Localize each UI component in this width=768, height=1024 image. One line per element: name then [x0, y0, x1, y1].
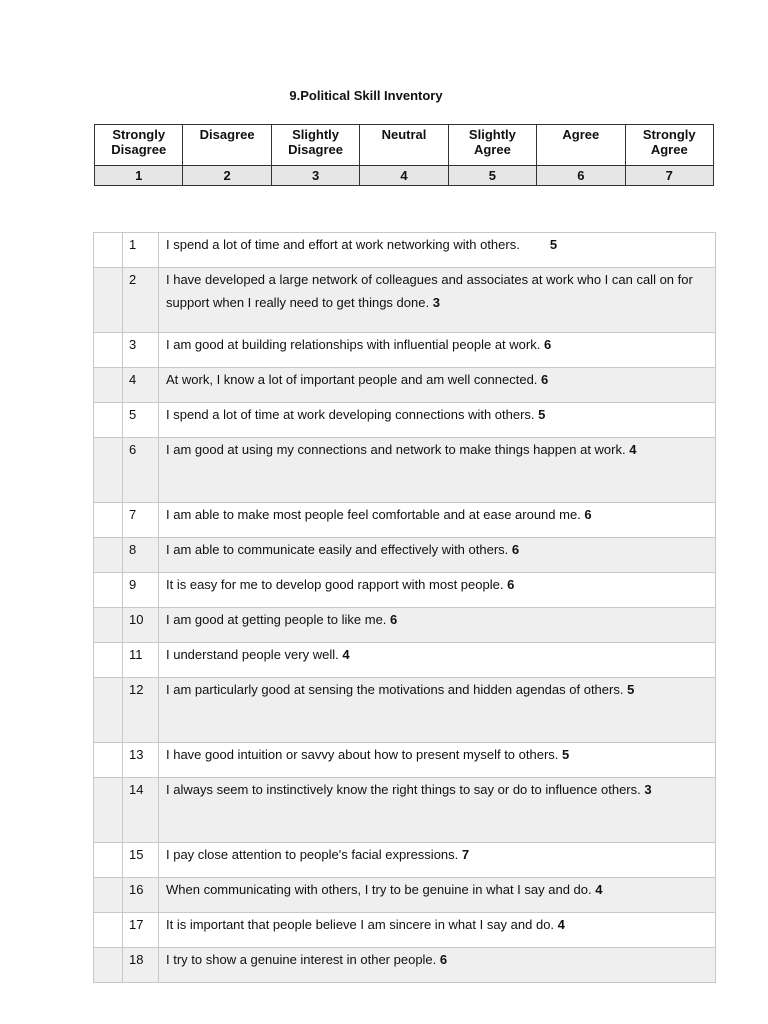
table-row — [94, 233, 716, 268]
item-statement: I spend a lot of time and effort at work networking with others. — [166, 237, 520, 252]
row-blank-cell — [94, 403, 123, 438]
scale-label: Neutral — [360, 125, 448, 166]
table-row — [94, 643, 716, 678]
item-statement: I understand people very well. — [166, 647, 339, 662]
item-statement: I try to show a genuine interest in other people. — [166, 952, 437, 967]
scale-value: 6 — [537, 166, 625, 186]
item-answer: 4 — [557, 917, 565, 932]
item-number: 18 — [123, 948, 159, 983]
table-row — [94, 268, 716, 333]
scale-label: Slightly Agree — [448, 125, 536, 166]
row-blank-cell — [94, 913, 123, 948]
table-row — [94, 678, 716, 743]
item-statement-cell — [159, 368, 716, 403]
item-statement-cell — [159, 503, 716, 538]
table-row — [94, 333, 716, 368]
item-statement-cell — [159, 608, 716, 643]
item-number: 14 — [123, 778, 159, 843]
row-blank-cell — [94, 503, 123, 538]
scale-value: 4 — [360, 166, 448, 186]
item-statement-cell — [159, 743, 716, 778]
item-statement-cell — [159, 913, 716, 948]
row-blank-cell — [94, 778, 123, 843]
row-blank-cell — [94, 678, 123, 743]
item-answer: 5 — [562, 747, 570, 762]
item-statement-cell — [159, 403, 716, 438]
table-row — [94, 403, 716, 438]
scale-value: 3 — [271, 166, 359, 186]
row-blank-cell — [94, 743, 123, 778]
item-statement: I am good at using my connections and network to make things happen at work. — [166, 442, 626, 457]
item-number: 1 — [123, 233, 159, 268]
item-answer: 6 — [543, 337, 552, 352]
row-blank-cell — [94, 643, 123, 678]
item-statement-cell — [159, 678, 716, 743]
scale-value: 5 — [448, 166, 536, 186]
table-row — [94, 913, 716, 948]
item-statement: I pay close attention to people's facial expressions. — [166, 847, 459, 862]
item-statement-cell — [159, 778, 716, 843]
item-statement: It is important that people believe I am sincere in what I say and do. — [166, 917, 555, 932]
item-statement-cell — [159, 878, 716, 913]
table-row — [94, 778, 716, 843]
item-answer: 6 — [511, 542, 520, 557]
item-number: 8 — [123, 538, 159, 573]
scale-label: Strongly Agree — [625, 125, 713, 166]
scale-label: Disagree — [183, 125, 271, 166]
table-row — [94, 573, 716, 608]
row-blank-cell — [94, 608, 123, 643]
item-statement-cell — [159, 438, 716, 503]
table-row — [94, 743, 716, 778]
item-answer: 4 — [629, 442, 637, 457]
item-answer: 4 — [342, 647, 350, 662]
item-number: 17 — [123, 913, 159, 948]
item-answer: 7 — [461, 847, 470, 862]
item-statement-cell — [159, 538, 716, 573]
item-statement: At work, I know a lot of important people and am well connected. — [166, 372, 538, 387]
row-blank-cell — [94, 538, 123, 573]
item-number: 15 — [123, 843, 159, 878]
row-blank-cell — [94, 333, 123, 368]
item-number: 6 — [123, 438, 159, 503]
item-answer: 5 — [538, 407, 546, 422]
item-statement-cell — [159, 233, 716, 268]
item-answer: 3 — [644, 782, 652, 797]
table-row — [94, 608, 716, 643]
item-number: 4 — [123, 368, 159, 403]
table-row — [94, 438, 716, 503]
document-title: 9.Political Skill Inventory — [289, 88, 443, 103]
scale-label: Strongly Disagree — [95, 125, 183, 166]
table-row — [94, 948, 716, 983]
scale-value: 1 — [95, 166, 183, 186]
row-blank-cell — [94, 368, 123, 403]
item-number: 3 — [123, 333, 159, 368]
scale-label: Agree — [537, 125, 625, 166]
item-number: 16 — [123, 878, 159, 913]
item-number: 5 — [123, 403, 159, 438]
item-answer: 6 — [439, 952, 448, 967]
item-number: 7 — [123, 503, 159, 538]
row-blank-cell — [94, 573, 123, 608]
item-answer: 6 — [584, 507, 592, 522]
item-answer: 6 — [507, 577, 515, 592]
item-statement: I am particularly good at sensing the motivations and hidden agendas of others. — [166, 682, 624, 697]
item-answer: 4 — [595, 882, 603, 897]
item-statement: I always seem to instinctively know the right things to say or do to influence others. — [166, 782, 641, 797]
row-blank-cell — [94, 438, 123, 503]
item-statement-cell — [159, 948, 716, 983]
item-statement: I have developed a large network of colleagues and associates at work who I can call on for support when I really need to get things done. — [166, 272, 693, 310]
table-row — [94, 368, 716, 403]
item-statement: I am good at getting people to like me. — [166, 612, 387, 627]
row-blank-cell — [94, 948, 123, 983]
item-number: 9 — [123, 573, 159, 608]
item-statement-cell — [159, 268, 716, 333]
item-number: 2 — [123, 268, 159, 333]
item-statement: I am good at building relationships with influential people at work. — [166, 337, 541, 352]
item-statement-cell — [159, 643, 716, 678]
scale-values-row — [95, 166, 714, 186]
table-row — [94, 878, 716, 913]
row-blank-cell — [94, 878, 123, 913]
item-answer: 6 — [541, 372, 549, 387]
item-answer: 3 — [432, 295, 440, 310]
item-answer: 6 — [390, 612, 398, 627]
scale-value: 7 — [625, 166, 713, 186]
table-row — [94, 538, 716, 573]
table-row — [94, 843, 716, 878]
scale-label: Slightly Disagree — [271, 125, 359, 166]
scale-value: 2 — [183, 166, 271, 186]
item-number: 12 — [123, 678, 159, 743]
item-statement: I spend a lot of time at work developing connections with others. — [166, 407, 535, 422]
row-blank-cell — [94, 268, 123, 333]
item-statement: I am able to make most people feel comfortable and at ease around me. — [166, 507, 581, 522]
item-statement: I have good intuition or savvy about how to present myself to others. — [166, 747, 559, 762]
item-statement: It is easy for me to develop good rapport with most people. — [166, 577, 504, 592]
rating-scale-table — [94, 124, 714, 186]
item-number: 11 — [123, 643, 159, 678]
item-statement-cell — [159, 843, 716, 878]
item-statement: I am able to communicate easily and effectively with others. — [166, 542, 509, 557]
row-blank-cell — [94, 843, 123, 878]
item-statement: When communicating with others, I try to be genuine in what I say and do. — [166, 882, 592, 897]
inventory-items-table — [93, 232, 716, 983]
item-answer: 5 — [627, 682, 635, 697]
item-number: 13 — [123, 743, 159, 778]
scale-labels-row — [95, 125, 714, 166]
table-row — [94, 503, 716, 538]
item-number: 10 — [123, 608, 159, 643]
row-blank-cell — [94, 233, 123, 268]
item-statement-cell — [159, 333, 716, 368]
item-answer: 5 — [549, 237, 558, 252]
item-statement-cell — [159, 573, 716, 608]
